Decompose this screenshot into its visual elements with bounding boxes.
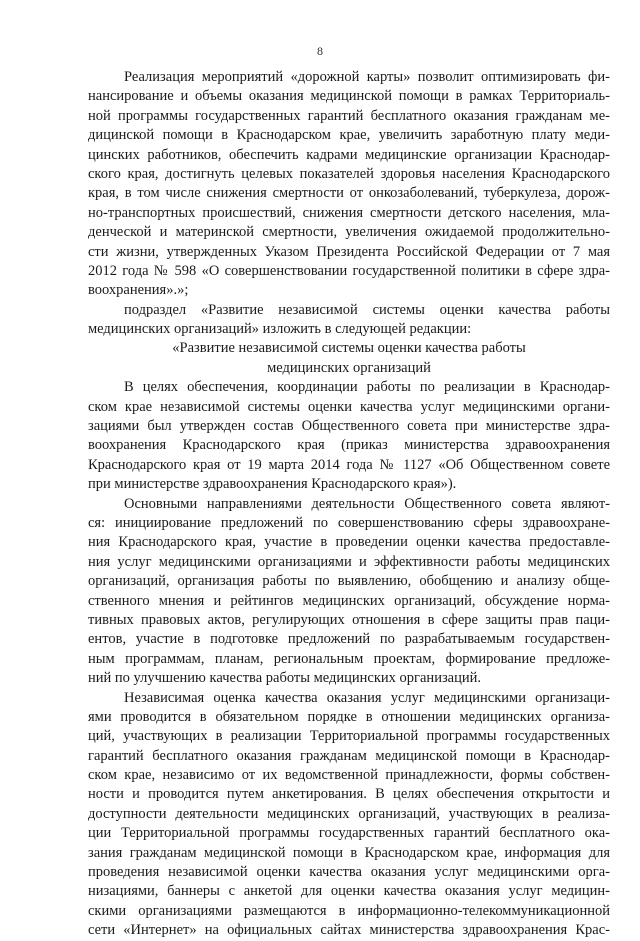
paragraph	[88, 301, 610, 340]
section-heading	[88, 339, 610, 378]
text-line: организаций, организация работы по выявлению, обобщению и анализу обще-	[88, 573, 610, 590]
document-body	[88, 68, 610, 941]
text-line: проведения независимой оценки качества оказания услуг медицинскими орга-	[88, 864, 610, 881]
text-line: Краснодарского края от 19 марта 2014 года № 1127 «Об Общественном совете	[88, 456, 610, 473]
text-line: цинских работников, обеспечить кадрами медицинские организации Краснодар-	[88, 146, 610, 163]
text-line: зациями был утвержден состав Общественного совета при министерстве здра-	[88, 418, 610, 435]
text-line: ского края, достигнуть целевых показателей здоровья населения Краснодарского	[88, 165, 610, 182]
paragraph	[88, 495, 610, 689]
text-line: тивных правовых актов, регулирующих отношения в сфере защиты прав паци-	[88, 611, 610, 628]
text-line: 2012 года № 598 «О совершенствовании государственной политики в сфере здра-	[88, 262, 610, 279]
text-line: ций, участвующих в реализации Территориальной программы государственных	[88, 728, 610, 745]
text-line: ями проводится в обязательном порядке в отношении медицинских организа-	[88, 708, 610, 725]
text-line: дицинской помощи в Краснодарском крае, увеличить заработную плату меди-	[88, 127, 610, 144]
page-number: 8	[317, 44, 323, 58]
text-line: края, в том числе снижения смертности от онкозаболеваний, туберкулеза, дорож-	[88, 185, 610, 202]
text-line: Независимая оценка качества оказания услуг медицинскими организаци-	[124, 689, 610, 706]
paragraph	[88, 68, 610, 301]
text-line: зания гражданам медицинской помощи в Краснодарском крае, информация для	[88, 844, 610, 861]
text-line: Реализация мероприятий «дорожной карты» позволит оптимизировать фи-	[124, 69, 610, 85]
text-line: ции Территориальной программы государственных гарантий бесплатного ока-	[88, 825, 610, 842]
text-line: ентов, участие в подготовке предложений по разрабатываемым государствен-	[88, 631, 610, 648]
text-line: но-транспортных происшествий, снижения смертности детского населения, мла-	[88, 204, 610, 221]
text-line: при министерстве здравоохранения Краснодарского края»).	[88, 476, 457, 493]
text-line: воохранения Краснодарского края (приказ министерства здравоохранения	[88, 437, 610, 454]
text-line: сти жизни, утвержденных Указом Президента Российской Федерации от 7 мая	[88, 243, 610, 260]
text-line: ния услуг медицинскими организациями и эффективности работы медицинских	[88, 553, 610, 570]
text-line: Основными направлениями деятельности Общественного совета являют-	[124, 495, 610, 512]
text-line: денческой и материнской смертности, увеличения ожидаемой продолжительно-	[88, 224, 610, 241]
text-line: ском крае независимой системы оценки качества услуг медицинскими органи-	[88, 398, 610, 415]
paragraph	[88, 689, 610, 941]
text-line: гарантий бесплатного оказания гражданам медицинской помощи в Краснодар-	[88, 747, 610, 764]
text-line: ний по улучшению качества работы медицинских организаций.	[88, 670, 482, 687]
text-line: подраздел «Развитие независимой системы оценки качества работы	[124, 301, 610, 318]
text-line: ности и проводится путем анкетирования. В целях обеспечения открытости и	[88, 786, 610, 803]
text-line: ственного мнения и рейтингов медицинских организаций, обсуждение норма-	[88, 592, 610, 609]
text-line: низациями, баннеры с анкетой для оценки качества оказания услуг медицин-	[88, 883, 610, 900]
text-line: медицинских организаций» изложить в следующей редакции:	[88, 321, 472, 338]
text-line: сети «Интернет» на официальных сайтах министерства здравоохранения Крас-	[88, 922, 610, 939]
text-line: «Развитие независимой системы оценки качества работы	[172, 340, 526, 357]
text-line: ском крае, независимо от их ведомственной принадлежности, формы собствен-	[88, 767, 610, 784]
text-line: ной программы государственных гарантий бесплатного оказания гражданам ме-	[88, 107, 610, 124]
text-line: воохранения».»;	[88, 282, 189, 299]
text-line: ным программам, планам, региональным проектам, формирование предложе-	[88, 650, 610, 667]
text-line: скими организациями размещаются в информационно-телекоммуникационной	[88, 902, 610, 919]
text-line: нансирование и объемы оказания медицинской помощи в рамках Территориаль-	[88, 88, 610, 105]
text-line: ся: инициирование предложений по совершенствованию сферы здравоохране-	[88, 514, 610, 531]
paragraph	[88, 378, 610, 494]
text-line: доступности деятельности медицинских организаций, участвующих в реализа-	[88, 805, 610, 822]
text-line: В целях обеспечения, координации работы по реализации в Краснодар-	[124, 379, 610, 396]
text-line: ния Краснодарского края, участие в проведении оценки качества предоставле-	[88, 534, 610, 551]
text-line: медицинских организаций	[267, 359, 431, 376]
